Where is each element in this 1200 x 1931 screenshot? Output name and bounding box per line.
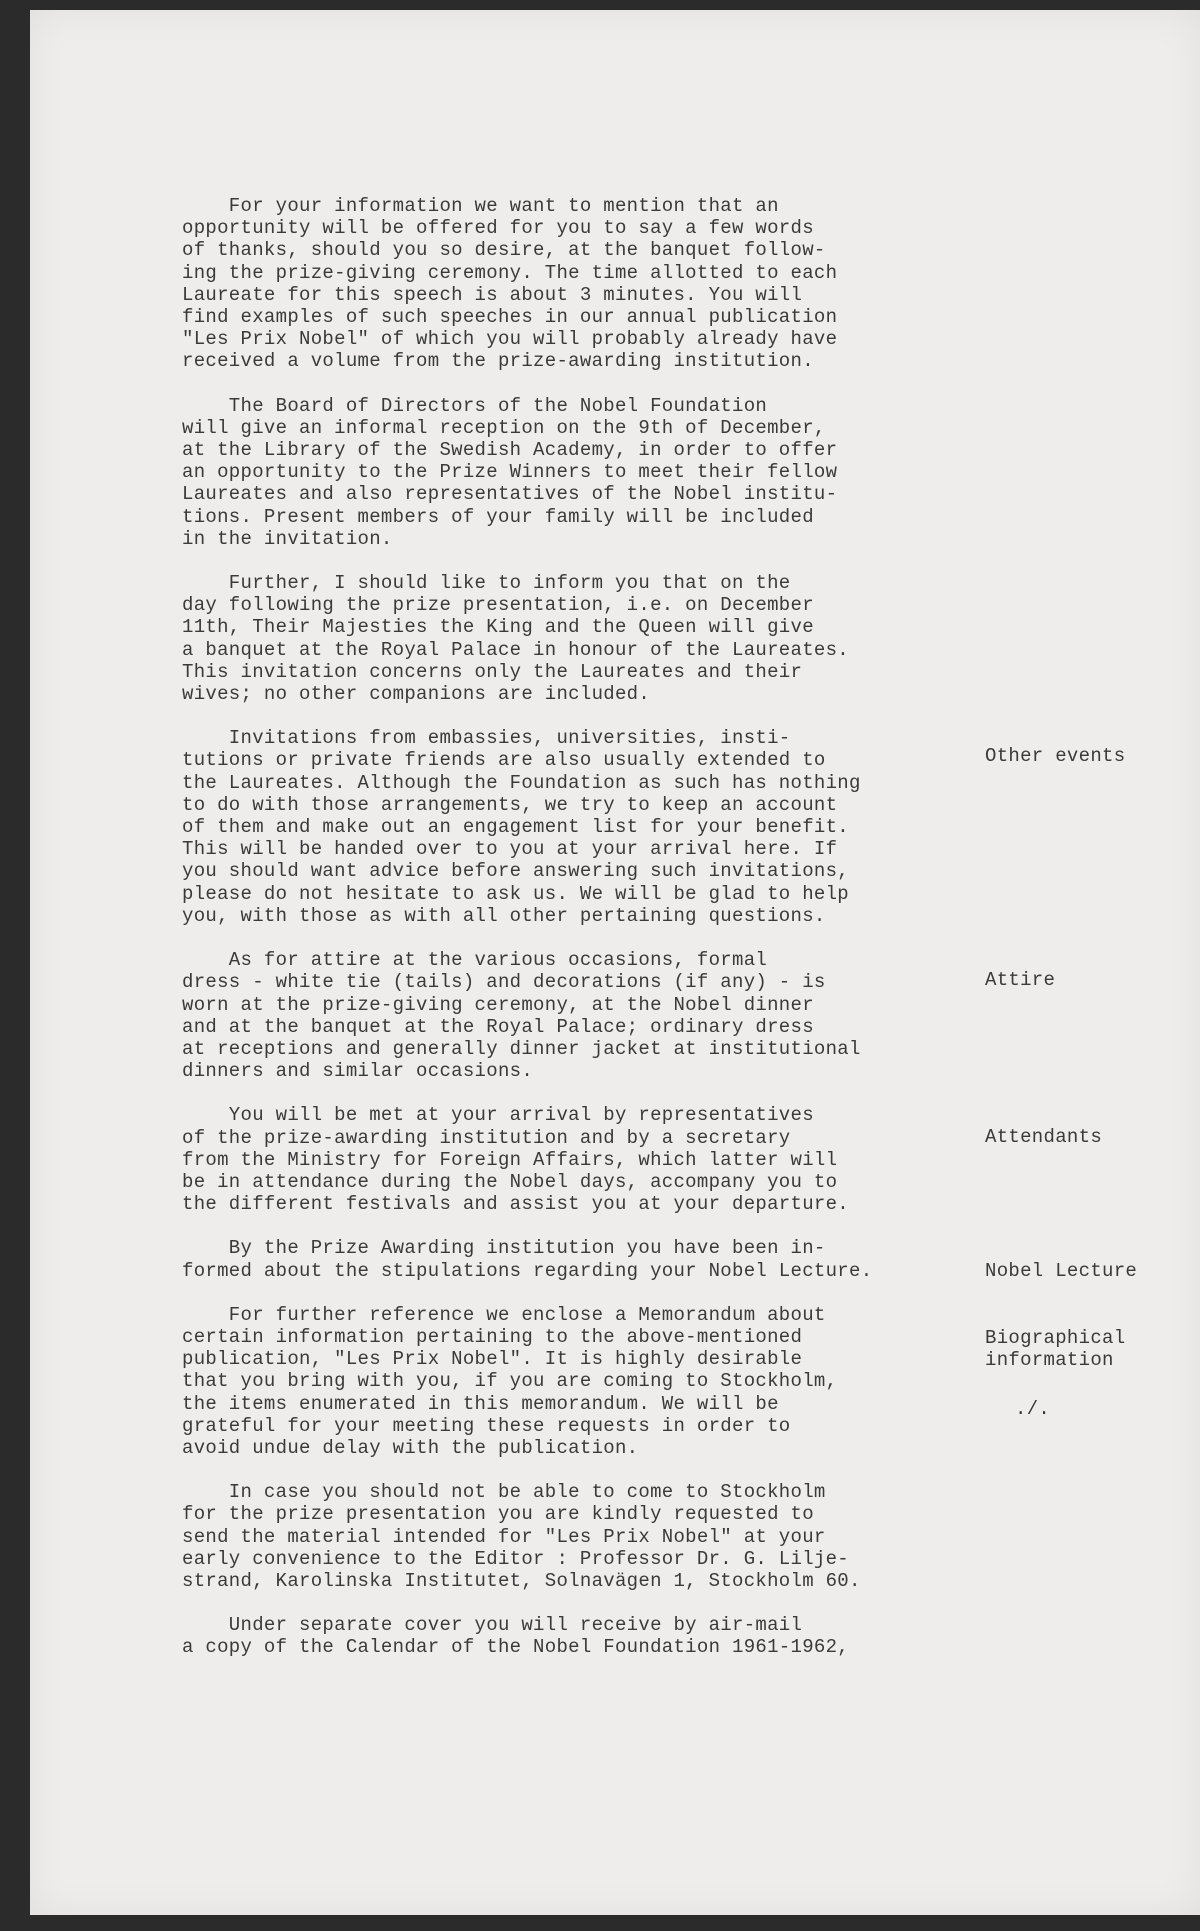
margin-note-attire: Attire bbox=[985, 969, 1056, 991]
text-line: For further reference we enclose a Memorandum about bbox=[182, 1303, 826, 1326]
paragraph bbox=[182, 1104, 962, 1215]
text-line: the items enumerated in this memorandum. We will be bbox=[182, 1392, 779, 1415]
text-line: This will be handed over to you at your arrival here. If bbox=[182, 838, 838, 861]
text-line: will give an informal reception on the 9th of December, bbox=[182, 416, 826, 439]
paragraph bbox=[182, 395, 962, 550]
text-line: a copy of the Calendar of the Nobel Foundation 1961-1962, bbox=[182, 1636, 850, 1659]
paragraph bbox=[182, 727, 962, 927]
letter-body bbox=[182, 195, 962, 1681]
paragraph bbox=[182, 949, 962, 1082]
text-line: certain information pertaining to the above-mentioned bbox=[182, 1325, 803, 1348]
text-line: tutions or private friends are also usually extended to bbox=[182, 749, 826, 772]
text-line: for the prize presentation you are kindly requested to bbox=[182, 1503, 814, 1526]
text-line: dress - white tie (tails) and decorations (if any) - is bbox=[182, 971, 826, 994]
text-line: Laureates and also representatives of the Nobel institu- bbox=[182, 483, 838, 506]
text-line: 11th, Their Majesties the King and the Queen will give bbox=[182, 616, 814, 639]
margin-note-nobel-lecture: Nobel Lecture bbox=[985, 1260, 1138, 1282]
text-line: you, with those as with all other pertaining questions. bbox=[182, 904, 826, 927]
paragraph bbox=[182, 1614, 962, 1658]
text-line: Laureate for this speech is about 3 minutes. You will bbox=[182, 283, 803, 306]
text-line: This invitation concerns only the Laureates and their bbox=[182, 660, 803, 683]
margin-note-enclosure-mark: ./. bbox=[1015, 1398, 1051, 1420]
text-line: please do not hesitate to ask us. We will be glad to help bbox=[182, 882, 850, 905]
text-line: avoid undue delay with the publication. bbox=[182, 1436, 639, 1459]
margin-note-attendants: Attendants bbox=[985, 1126, 1103, 1148]
paragraph bbox=[182, 572, 962, 705]
text-line: publication, "Les Prix Nobel". It is highly desirable bbox=[182, 1348, 803, 1371]
text-line: In case you should not be able to come to Stockholm bbox=[182, 1481, 826, 1504]
text-line: the Laureates. Although the Foundation as such has nothing bbox=[182, 771, 861, 794]
paragraph bbox=[182, 1304, 962, 1459]
text-line: As for attire at the various occasions, formal bbox=[182, 949, 768, 972]
text-line: Invitations from embassies, universities, insti- bbox=[182, 727, 791, 750]
text-line: worn at the prize-giving ceremony, at the Nobel dinner bbox=[182, 993, 814, 1016]
text-line: Further, I should like to inform you that on the bbox=[182, 572, 791, 595]
text-line: Under separate cover you will receive by air-mail bbox=[182, 1614, 803, 1637]
text-line: opportunity will be offered for you to say a few words bbox=[182, 217, 814, 240]
text-line: from the Ministry for Foreign Affairs, which latter will bbox=[182, 1148, 838, 1171]
text-line: dinners and similar occasions. bbox=[182, 1060, 534, 1083]
text-line: wives; no other companions are included. bbox=[182, 683, 651, 706]
letter-page bbox=[30, 10, 1200, 1915]
paragraph bbox=[182, 1237, 962, 1281]
text-line: grateful for your meeting these requests in order to bbox=[182, 1414, 791, 1437]
text-line: formed about the stipulations regarding your Nobel Lecture. bbox=[182, 1259, 873, 1282]
text-line: send the material intended for "Les Prix Nobel" at your bbox=[182, 1525, 826, 1548]
text-line: ing the prize-giving ceremony. The time allotted to each bbox=[182, 261, 838, 284]
margin-note-other-events: Other events bbox=[985, 745, 1126, 767]
margin-note-biographical-information: Biographical information bbox=[985, 1327, 1126, 1371]
text-line: that you bring with you, if you are coming to Stockholm, bbox=[182, 1370, 838, 1393]
text-line: be in attendance during the Nobel days, accompany you to bbox=[182, 1170, 838, 1193]
text-line: early convenience to the Editor : Professor Dr. G. Lilje- bbox=[182, 1547, 850, 1570]
text-line: to do with those arrangements, we try to keep an account bbox=[182, 793, 838, 816]
text-line: you should want advice before answering such invitations, bbox=[182, 860, 850, 883]
text-line: For your information we want to mention that an bbox=[182, 195, 779, 217]
text-line: an opportunity to the Prize Winners to meet their fellow bbox=[182, 461, 838, 484]
paragraph bbox=[182, 1481, 962, 1592]
text-line: strand, Karolinska Institutet, Solnavägen 1, Stockholm 60. bbox=[182, 1569, 861, 1592]
text-line: a banquet at the Royal Palace in honour of the Laureates. bbox=[182, 638, 850, 661]
text-line: "Les Prix Nobel" of which you will probably already have bbox=[182, 328, 838, 351]
text-line: By the Prize Awarding institution you have been in- bbox=[182, 1237, 826, 1260]
text-line: of thanks, should you so desire, at the banquet follow- bbox=[182, 239, 826, 262]
text-line: the different festivals and assist you at your departure. bbox=[182, 1193, 850, 1216]
text-line: in the invitation. bbox=[182, 527, 393, 550]
text-line: and at the banquet at the Royal Palace; ordinary dress bbox=[182, 1015, 814, 1038]
text-line: received a volume from the prize-awarding institution. bbox=[182, 350, 814, 373]
text-line: You will be met at your arrival by representatives bbox=[182, 1104, 814, 1127]
paragraph bbox=[182, 195, 962, 373]
text-line: find examples of such speeches in our annual publication bbox=[182, 306, 838, 329]
text-line: of them and make out an engagement list for your benefit. bbox=[182, 816, 850, 839]
text-line: day following the prize presentation, i.e. on December bbox=[182, 594, 814, 617]
text-line: at the Library of the Swedish Academy, in order to offer bbox=[182, 439, 838, 462]
text-line: The Board of Directors of the Nobel Foundation bbox=[182, 394, 768, 417]
text-line: at receptions and generally dinner jacket at institutional bbox=[182, 1037, 861, 1060]
text-line: of the prize-awarding institution and by a secretary bbox=[182, 1126, 791, 1149]
text-line: tions. Present members of your family will be included bbox=[182, 505, 814, 528]
